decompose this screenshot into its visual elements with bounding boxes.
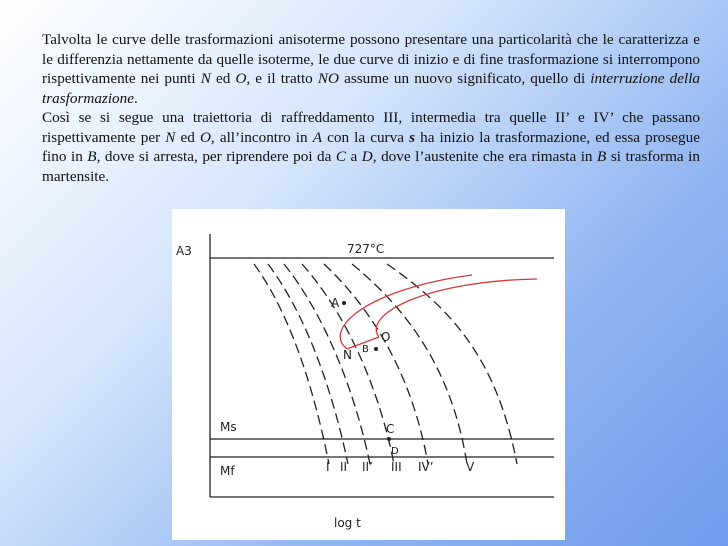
text-run: assume un nuovo significato, quello di	[338, 70, 591, 87]
text-run: a	[346, 148, 362, 165]
ms-label: Ms	[220, 420, 237, 434]
emphasis-text: interruzione della trasformazione	[42, 70, 701, 107]
curve-s-start	[340, 275, 472, 349]
point-ref: O	[199, 128, 211, 146]
text-run: ha inizio la trasformazione, ed essa prosegue fino in	[42, 128, 700, 165]
curve-end	[376, 279, 537, 337]
text-run: con la curva	[322, 128, 410, 146]
point-a-dot	[342, 301, 346, 305]
text-run: ed	[175, 128, 200, 146]
paragraph-2	[42, 108, 700, 186]
point-ref: O	[235, 70, 247, 87]
cooling-curve-iii	[302, 264, 394, 464]
point-ref: N	[200, 70, 211, 87]
paragraph-1	[42, 30, 700, 108]
text-run: , all’incontro in	[210, 128, 313, 146]
point-n-label: N	[343, 348, 352, 362]
text-run: , dove l’austenite che era rimasta in	[372, 148, 598, 165]
text-run: ed	[210, 70, 236, 87]
point-ref: C	[335, 148, 347, 165]
point-ref: N	[165, 128, 176, 146]
cooling-curve-i	[254, 264, 329, 464]
cooling-curve-iv-prime	[324, 264, 428, 464]
slide-text	[42, 30, 700, 186]
point-ref: B	[87, 148, 97, 165]
point-b-dot	[374, 347, 378, 351]
text-run: Talvolta le curve delle trasformazioni anisoterme possono presentare una particolarità che le caratterizza e le differenzia nettamente da quelle isoterme, le due curve di inizio e di fine trasformazione si interrompono rispettivamente nei punti	[42, 31, 700, 87]
a3-label: A3	[176, 244, 192, 258]
cooling-curve-extra	[387, 264, 517, 464]
cooling-curve-v	[352, 264, 467, 464]
curve-label-iii: III	[391, 460, 402, 474]
curve-label-ii-prime: II’	[362, 460, 373, 474]
point-d-label: D	[391, 446, 399, 457]
point-c-label: C	[386, 422, 395, 436]
text-run: si trasforma in martensite.	[42, 148, 700, 185]
point-a-label: A	[331, 296, 340, 310]
point-o-label: O	[381, 330, 391, 344]
segment-ref: NO	[317, 70, 339, 87]
text-run: , dove si arresta, per riprendere poi da	[96, 148, 336, 165]
curve-label-ii: II	[340, 460, 348, 474]
curve-label-i: I	[326, 460, 330, 474]
cooling-curve-ii-prime	[284, 264, 370, 464]
point-ref: A	[312, 128, 322, 146]
point-b-label: B	[362, 344, 369, 355]
mf-label: Mf	[220, 464, 235, 478]
x-axis-label: log t	[334, 516, 361, 530]
curve-ref: s	[409, 128, 415, 146]
point-ref: D	[361, 148, 373, 165]
text-run: .	[133, 89, 138, 107]
curve-label-v: V	[466, 460, 475, 474]
temperature-label: 727°C	[347, 242, 385, 256]
text-run: , e il tratto	[246, 70, 318, 87]
point-c-dot	[387, 437, 391, 441]
text-run: Così se si segue una traiettoria di raffreddamento III, intermedia tra quelle II’ e IV’ che passano rispettivamente per	[42, 109, 700, 146]
curve-label-iv-prime: IV’	[418, 460, 434, 474]
transformation-curves	[340, 275, 537, 349]
cct-diagram-svg	[172, 209, 565, 540]
cooling-curve-ii	[268, 264, 348, 464]
cct-diagram	[172, 209, 565, 540]
point-ref: B	[597, 148, 607, 165]
